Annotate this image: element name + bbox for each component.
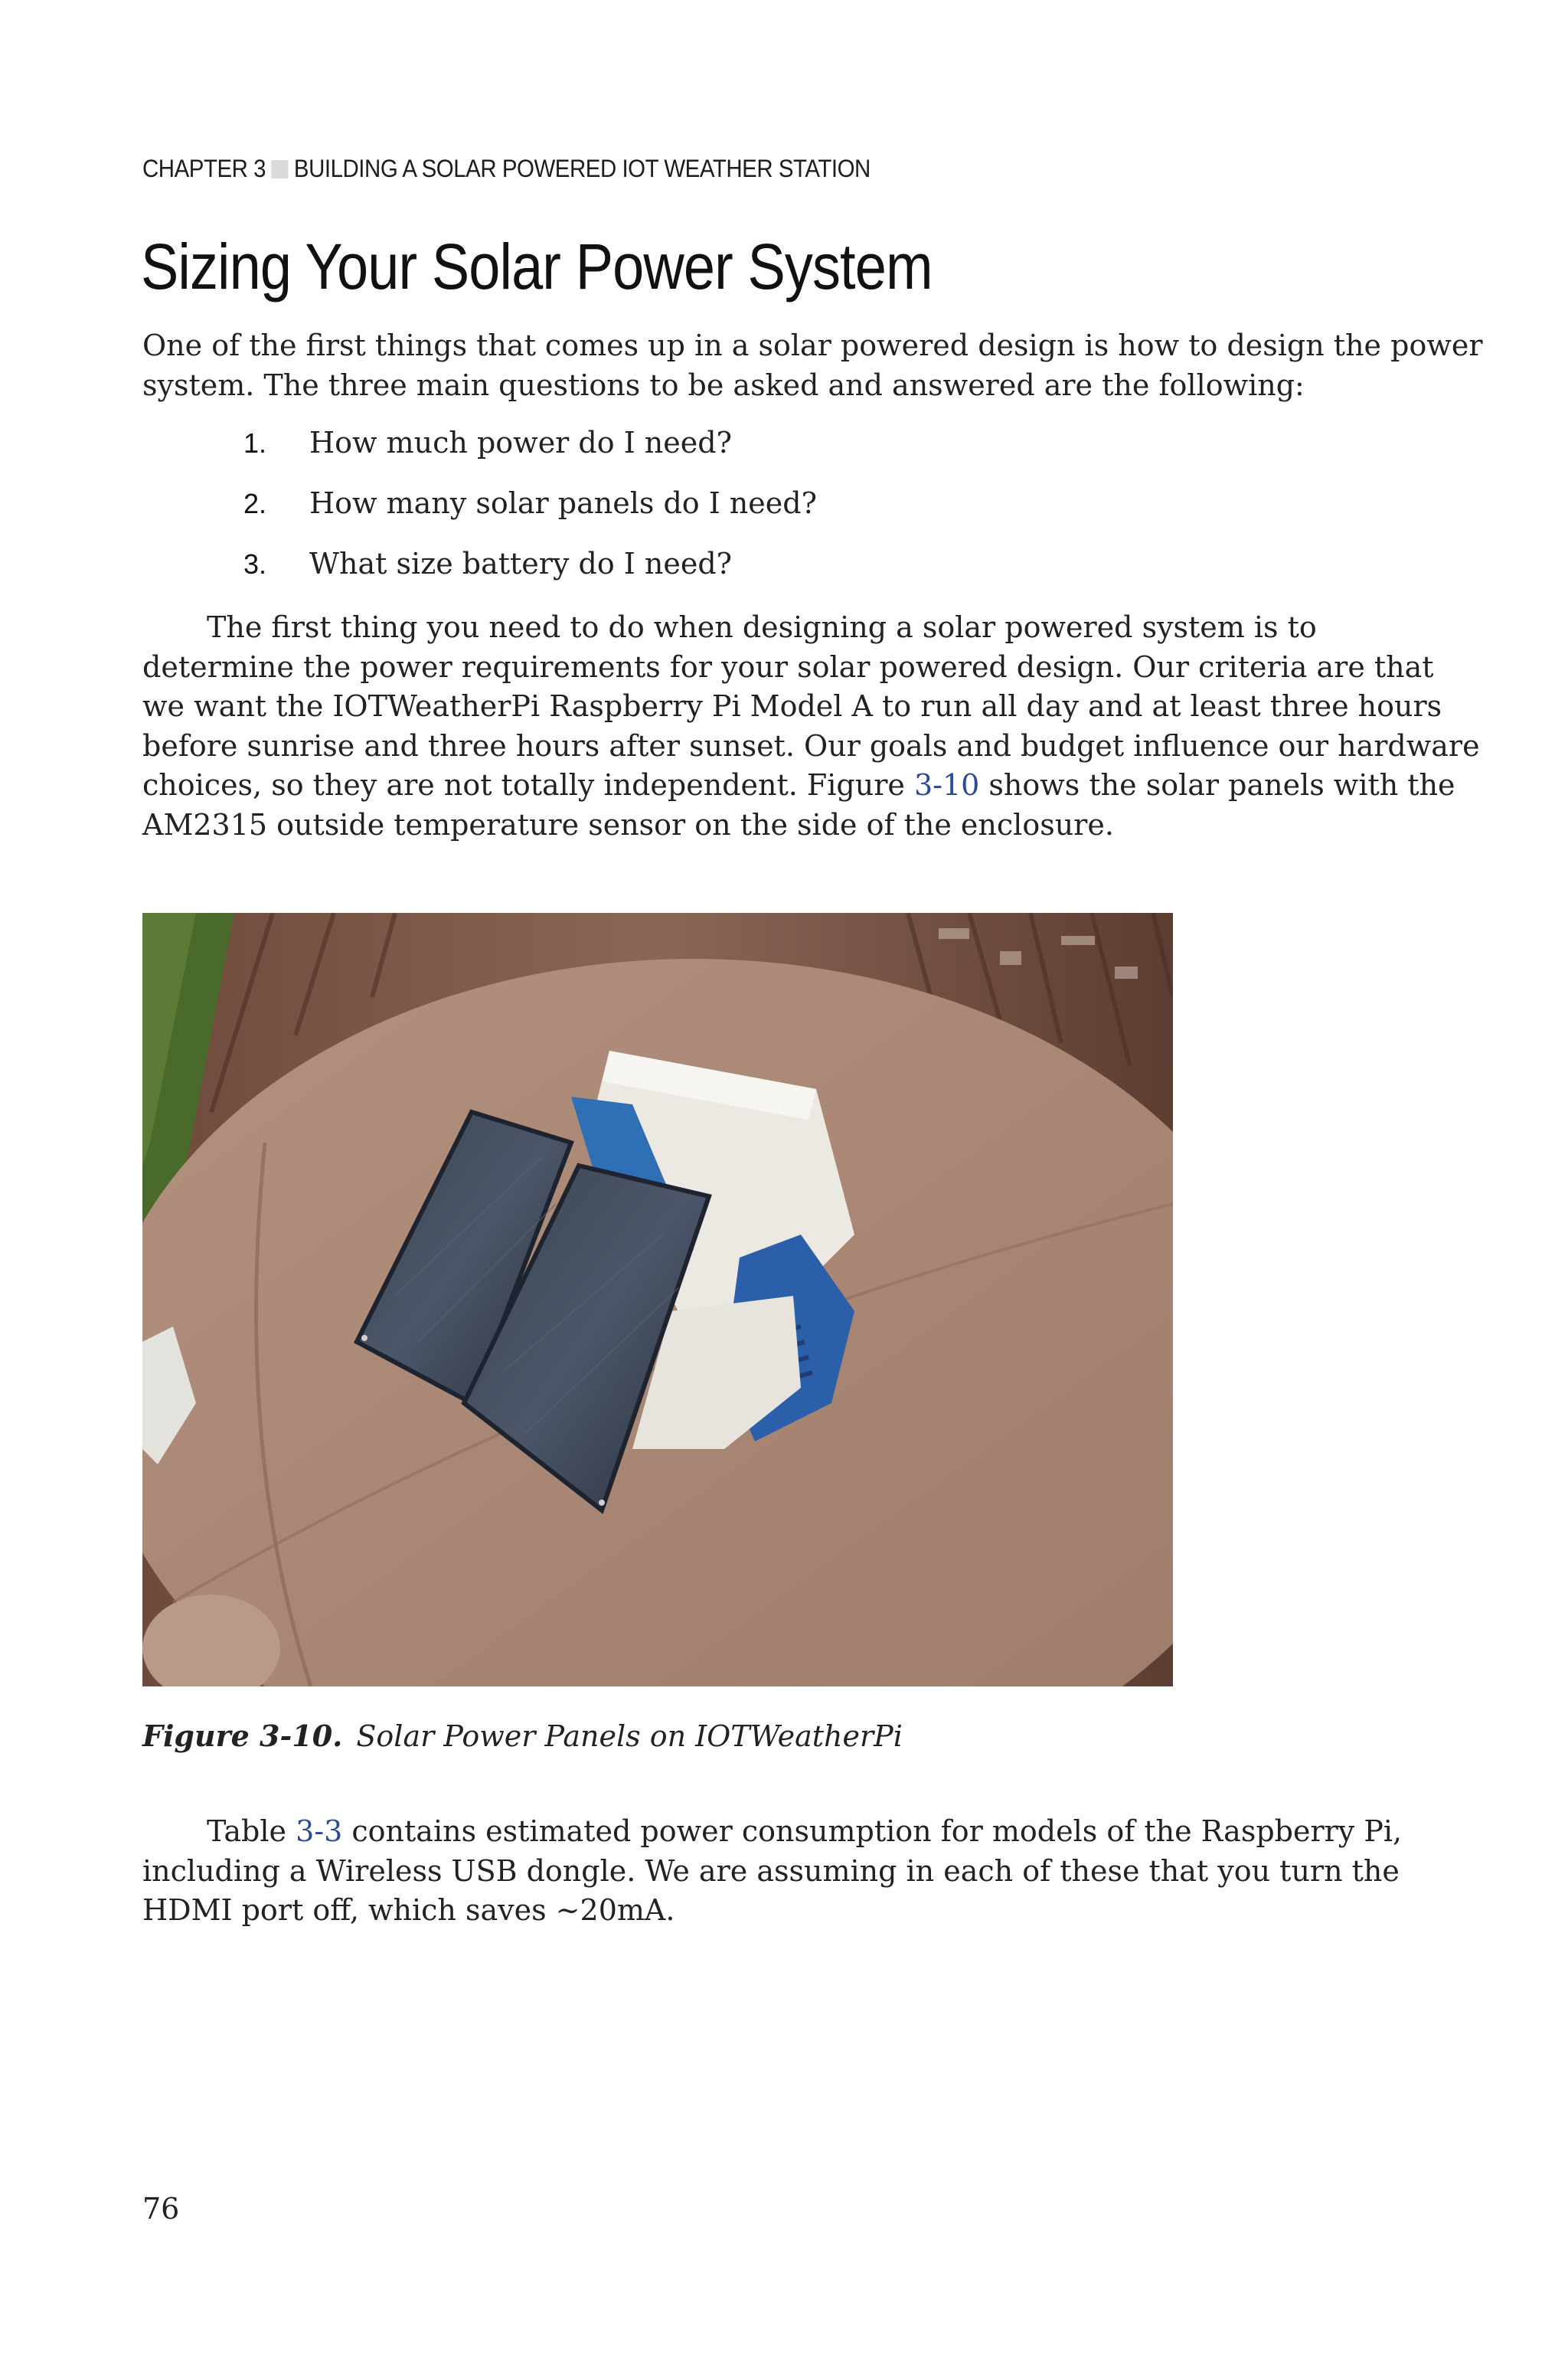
header-separator-square <box>271 160 288 178</box>
figure-label: Figure 3-10. <box>142 1719 343 1753</box>
list-text: How much power do I need? <box>309 426 732 460</box>
chapter-label: CHAPTER 3 <box>142 155 266 182</box>
list-number: 3. <box>243 548 267 580</box>
intro-line: One of the first things that comes up in a solar powered design is how to design the power <box>142 329 1483 362</box>
intro-line: system. The three main questions to be asked and answered are the following: <box>142 368 1305 402</box>
body-line: before sunrise and three hours after sunset. Our goals and budget influence our hardware <box>142 728 1480 763</box>
figure-caption-text: Solar Power Panels on IOTWeatherPi <box>356 1719 903 1753</box>
figure-photo <box>142 913 1173 1686</box>
table-line: including a Wireless USB dongle. We are assuming in each of these that you turn the <box>142 1853 1400 1888</box>
body-line-with-ref <box>142 766 1455 806</box>
table-line-text: contains estimated power consumption for models of the Raspberry Pi, <box>342 1814 1403 1848</box>
list-text: What size battery do I need? <box>309 547 733 581</box>
figure-ref-link[interactable]: 3-10 <box>913 768 980 802</box>
table-ref-link[interactable]: 3-3 <box>296 1814 343 1848</box>
list-number: 1. <box>243 427 267 459</box>
section-title: Sizing Your Solar Power System <box>141 231 933 303</box>
body-line: AM2315 outside temperature sensor on the side of the enclosure. <box>142 807 1114 842</box>
table-line-text: Table <box>207 1814 296 1848</box>
body-line-text: choices, so they are not totally independent. Figure <box>142 768 914 802</box>
page-number: 76 <box>142 2192 180 2226</box>
chapter-title: BUILDING A SOLAR POWERED IOT WEATHER STATION <box>293 155 871 182</box>
solar-panel-photo <box>142 913 1173 1686</box>
body-line-text: shows the solar panels with the <box>979 768 1455 802</box>
body-line: determine the power requirements for your solar powered design. Our criteria are that <box>142 649 1434 684</box>
body-line: The first thing you need to do when designing a solar powered system is to <box>207 610 1317 644</box>
list-text: How many solar panels do I need? <box>309 486 817 520</box>
table-line-with-ref <box>142 1812 1403 1852</box>
figure-caption <box>142 1719 903 1753</box>
intro-paragraph <box>142 326 1483 405</box>
table-line: HDMI port off, which saves ~20mA. <box>142 1893 675 1927</box>
list-number: 2. <box>243 488 267 519</box>
body-line: we want the IOTWeatherPi Raspberry Pi Model A to run all day and at least three hours <box>142 689 1442 723</box>
body-paragraph <box>142 608 1480 845</box>
running-header <box>142 155 871 183</box>
table-paragraph <box>142 1812 1403 1931</box>
